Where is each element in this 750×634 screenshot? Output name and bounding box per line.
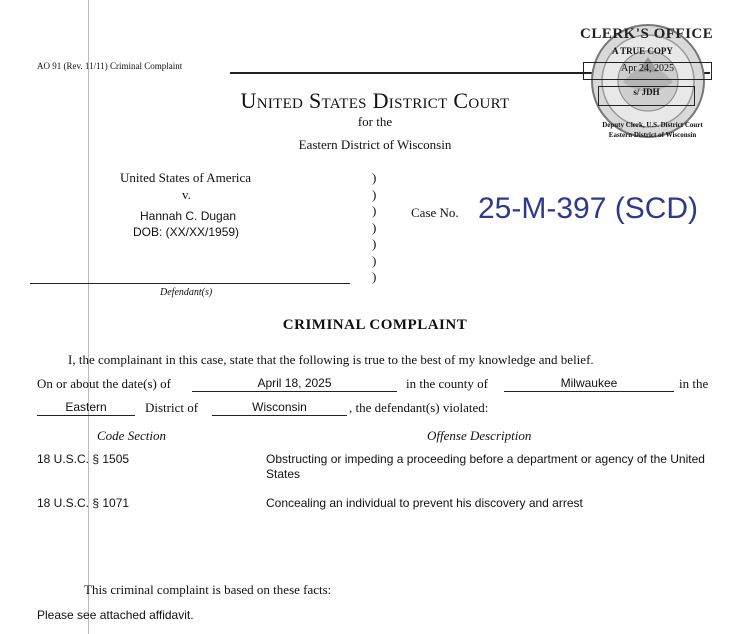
seal-date-box: Apr 24, 2025 (583, 62, 712, 80)
offense-description: Obstructing or impeding a proceeding before a department or agency of the United States (266, 452, 705, 481)
date-county-line (37, 376, 717, 394)
county-suffix: in the (679, 376, 709, 391)
court-title: United States District Court (240, 88, 510, 113)
versus-label: v. (182, 187, 191, 202)
seal-signature-box: s/ JDH (598, 86, 695, 106)
county-field: Milwaukee (504, 376, 674, 392)
form-identifier: AO 91 (Rev. 11/11) Criminal Complaint (37, 61, 183, 71)
case-number: 25-M-397 (SCD) (478, 192, 699, 225)
defendant-name: Hannah C. Dugan (140, 209, 237, 223)
caption-parentheses: ) ) ) ) ) ) ) (372, 170, 377, 284)
clerk-office-title: CLERK'S OFFICE (580, 26, 714, 42)
complaint-intro: I, the complainant in this case, state that the following is true to the best of my knowledge and belief. (68, 352, 594, 367)
district-line (37, 400, 717, 418)
offense-description: Concealing an individual to prevent his discovery and arrest (266, 496, 583, 510)
county-prefix: in the county of (406, 376, 488, 391)
defendant-dob: DOB: (XX/XX/1959) (133, 225, 240, 239)
offense-code: 18 U.S.C. § 1071 (37, 496, 130, 510)
violated-label: , the defendant(s) violated: (349, 400, 489, 415)
complaint-title: CRIMINAL COMPLAINT (282, 317, 468, 333)
based-on-facts: This criminal complaint is based on these facts: (84, 582, 332, 597)
district-of-label: District of (145, 400, 199, 415)
offense-date-field: April 18, 2025 (192, 376, 397, 392)
state-field: Wisconsin (212, 400, 347, 416)
district-direction-field: Eastern (37, 400, 135, 416)
seal-deputy-clerk: Deputy Clerk, U.S. District Court (602, 121, 703, 129)
court-for: for the (357, 114, 393, 129)
offense-code: 18 U.S.C. § 1505 (37, 452, 130, 466)
code-section-header: Code Section (97, 428, 166, 443)
facts-text: Please see attached affidavit. (37, 608, 194, 622)
offense-description-header: Offense Description (427, 428, 532, 443)
true-copy-label: A TRUE COPY (612, 46, 673, 56)
case-number-label: Case No. (411, 205, 459, 220)
defendant-rule (30, 283, 350, 284)
date-prefix: On or about the date(s) of (37, 376, 171, 391)
plaintiff-name: United States of America (120, 170, 252, 185)
seal-district: Eastern District of Wisconsin (608, 131, 697, 139)
court-district: Eastern District of Wisconsin (298, 137, 452, 152)
defendant-label: Defendant(s) (160, 287, 213, 298)
